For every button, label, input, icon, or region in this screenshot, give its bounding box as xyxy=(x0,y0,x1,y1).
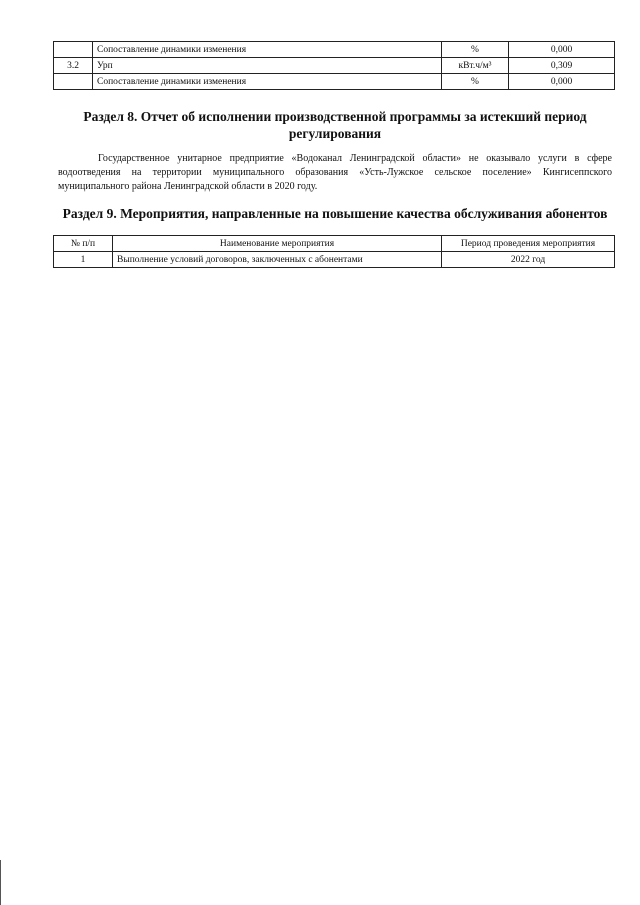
table-row xyxy=(54,74,615,90)
table-row xyxy=(54,58,615,74)
indicators-table xyxy=(53,41,615,90)
section-8-paragraph: Государственное унитарное предприятие «Водоканал Ленинградской области» не оказывало услуги в сфере водоотведения на территории муниципального образования «Усть-Лужское сельское поселение» Кингисеппского муниципального района Ленинградской области в 2020 году. xyxy=(58,153,612,192)
indicator-unit: % xyxy=(442,74,509,90)
measures-table xyxy=(53,235,615,268)
header-number: № п/п xyxy=(54,236,113,252)
indicator-value: 0,000 xyxy=(509,42,615,58)
indicator-name: Сопоставление динамики изменения xyxy=(93,74,442,90)
measure-name: Выполнение условий договоров, заключенных с абонентами xyxy=(113,252,442,268)
table-row xyxy=(54,252,615,268)
indicator-name: Сопоставление динамики изменения xyxy=(93,42,442,58)
scan-edge-line xyxy=(0,860,1,905)
header-period: Период проведения мероприятия xyxy=(442,236,615,252)
indicator-name: Урп xyxy=(93,58,442,74)
section-8-title: Раздел 8. Отчет об исполнении производственной программы за истекший период регулирования xyxy=(83,109,587,141)
section-9-title: Раздел 9. Мероприятия, направленные на повышение качества обслуживания абонентов xyxy=(62,206,608,221)
table-header-row xyxy=(54,236,615,252)
indicator-value: 0,000 xyxy=(509,74,615,90)
header-name: Наименование мероприятия xyxy=(113,236,442,252)
row-number xyxy=(54,74,93,90)
measure-period: 2022 год xyxy=(442,252,615,268)
indicator-unit: % xyxy=(442,42,509,58)
row-number xyxy=(54,42,93,58)
indicator-unit: кВт.ч/м³ xyxy=(442,58,509,74)
table-row xyxy=(54,42,615,58)
row-number: 1 xyxy=(54,252,113,268)
row-number: 3.2 xyxy=(54,58,93,74)
indicator-value: 0,309 xyxy=(509,58,615,74)
